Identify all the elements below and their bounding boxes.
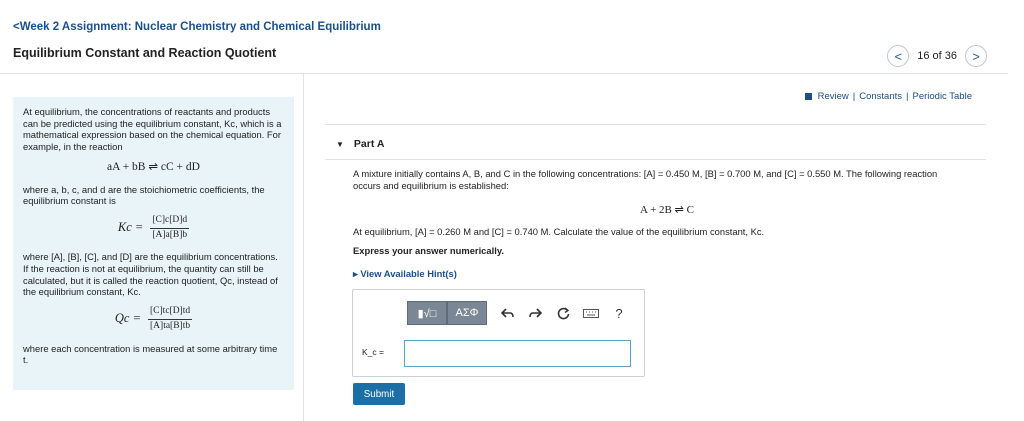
- constants-link[interactable]: Constants: [859, 91, 903, 102]
- item-counter: 16 of 36: [917, 50, 957, 62]
- templates-label: ▮√□: [417, 307, 437, 320]
- view-hints-link[interactable]: [353, 268, 457, 280]
- review-icon: [805, 93, 812, 100]
- chevron-left-icon: <: [894, 48, 903, 64]
- keyboard-icon[interactable]: [577, 301, 605, 325]
- math-toolbar: [407, 301, 633, 325]
- qc-numerator: [C]tc[D]td: [148, 306, 192, 320]
- breadcrumb-label: Week 2 Assignment: Nuclear Chemistry and Chemical Equilibrium: [19, 21, 381, 33]
- answer-label: K_c =: [362, 347, 384, 357]
- part-label: Part A: [353, 138, 385, 150]
- intro-paragraph-1: At equilibrium, the concentrations of reactants and products can be predicted using the equilibrium constant, Kc, which is a mathematical expression based on the chemical equation. For example, in the reaction: [23, 106, 282, 153]
- chevron-left-icon: <: [13, 21, 20, 33]
- part-top-divider: [325, 124, 986, 125]
- review-link[interactable]: Review: [817, 91, 849, 102]
- next-item-button[interactable]: [965, 45, 987, 67]
- symbols-button[interactable]: [447, 301, 487, 325]
- breadcrumb-back-link[interactable]: [13, 21, 381, 33]
- kc-numerator: [C]c[D]d: [150, 215, 189, 229]
- symbols-label: ΑΣΦ: [455, 307, 479, 319]
- page-title: Equilibrium Constant and Reaction Quotient: [13, 46, 277, 60]
- answer-area: [352, 289, 645, 377]
- hint-triangle-icon: ▸: [353, 268, 358, 279]
- answer-input[interactable]: [404, 340, 631, 367]
- chevron-right-icon: >: [972, 48, 980, 64]
- part-bottom-divider: [325, 159, 986, 160]
- pager: [887, 45, 987, 67]
- hint-label: View Available Hint(s): [360, 268, 457, 279]
- previous-item-button[interactable]: [887, 45, 909, 67]
- equilibrium-data-text: At equilibrium, [A] = 0.260 M and [C] = 0.740 M. Calculate the value of the equilibrium constant, Kc.: [353, 226, 765, 237]
- templates-button[interactable]: [407, 301, 447, 325]
- qc-lhs: Qc =: [114, 311, 142, 326]
- intro-paragraph-3: where [A], [B], [C], and [D] are the equilibrium concentrations. If the reaction is not at equilibrium, the quantity can still be calculated, but it is called the reaction quotient, Qc, instead of the equilibrium constant, Kc.: [23, 251, 278, 298]
- help-label: ?: [615, 305, 623, 321]
- intro-panel: [13, 97, 294, 390]
- reset-icon[interactable]: [549, 301, 577, 325]
- reaction-equation: A + 2B ⇌ C: [640, 204, 694, 216]
- header-divider: [0, 73, 1008, 74]
- link-separator: |: [906, 91, 909, 102]
- answer-instruction: Express your answer numerically.: [353, 245, 504, 256]
- qc-denominator: [A]ta[B]tb: [150, 320, 191, 331]
- column-divider: [303, 74, 304, 421]
- general-reaction-equation: aA + bB ⇌ cC + dD: [107, 160, 200, 173]
- qc-expression: [23, 306, 284, 332]
- undo-icon[interactable]: [493, 301, 521, 325]
- help-button[interactable]: [605, 301, 633, 325]
- submit-button[interactable]: Submit: [353, 383, 405, 405]
- part-a-toggle[interactable]: [336, 138, 384, 150]
- kc-denominator: [A]a[B]b: [152, 229, 188, 240]
- resource-links: [805, 91, 972, 102]
- question-text: A mixture initially contains A, B, and C in the following concentrations: [A] = 0.450 M, [B] = 0.700 M, and [C] = 0.550 M. The following reaction occurs and equilibrium is established:: [353, 168, 938, 191]
- kc-expression: [23, 215, 284, 241]
- intro-paragraph-4: where each concentration is measured at some arbitrary time t.: [23, 342, 278, 366]
- redo-icon[interactable]: [521, 301, 549, 325]
- link-separator: |: [852, 91, 856, 102]
- periodic-table-link[interactable]: Periodic Table: [912, 91, 972, 102]
- collapse-triangle-icon: ▼: [336, 139, 344, 149]
- kc-lhs: Kc =: [117, 220, 144, 235]
- intro-paragraph-2: where a, b, c, and d are the stoichiometric coefficients, the equilibrium constant is: [23, 183, 265, 207]
